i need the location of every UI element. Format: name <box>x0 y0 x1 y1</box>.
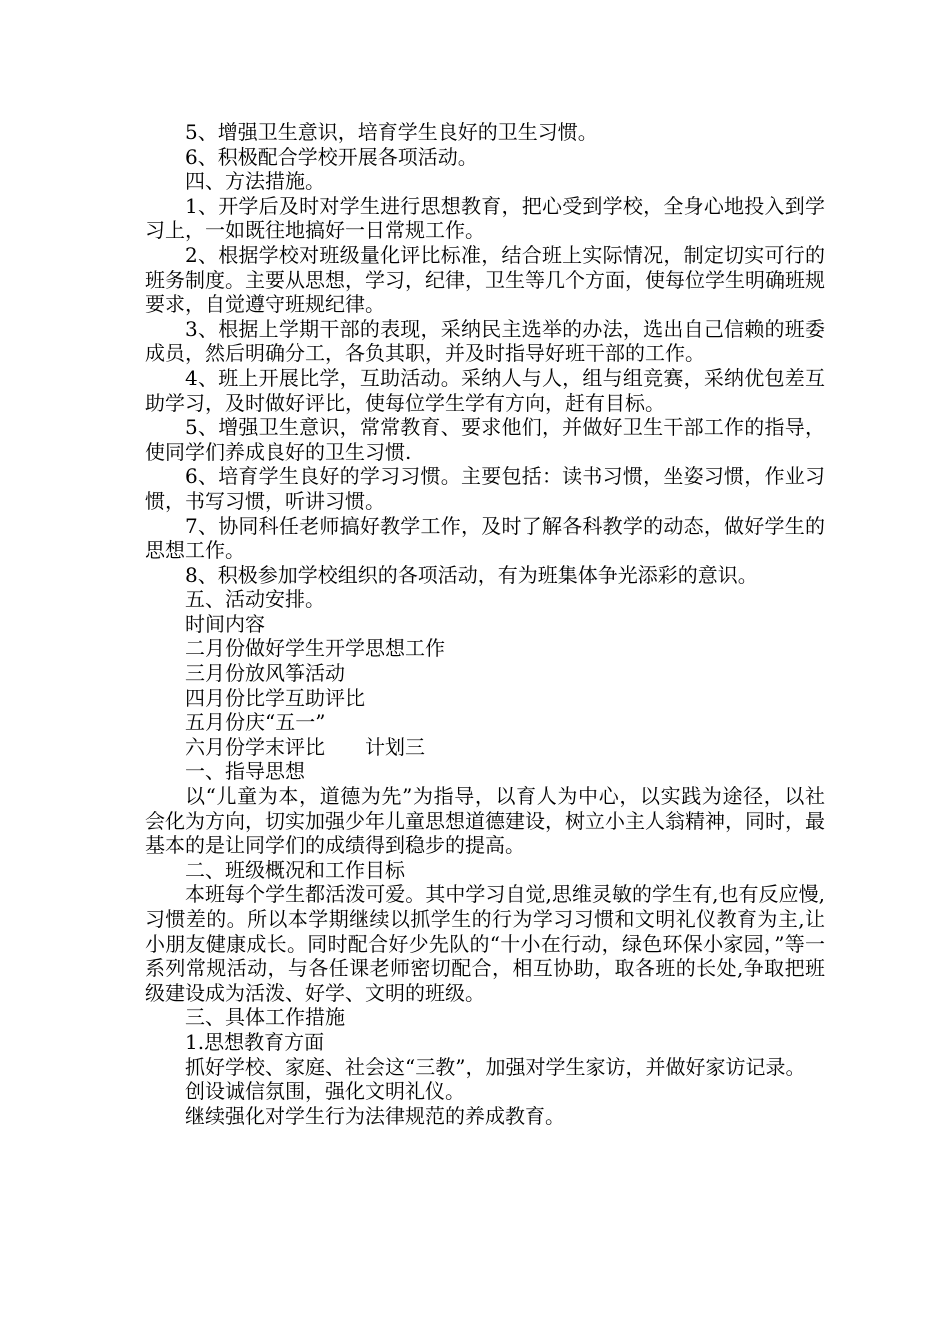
section-heading: 三、具体工作措施 <box>185 1005 345 1030</box>
schedule-item: 二月份做好学生开学思想工作 <box>185 636 445 661</box>
subsection-heading: 1.思想教育方面 <box>185 1029 325 1054</box>
paragraph: 抓好学校、家庭、社会这“三教”，加强对学生家访，并做好家访记录。 <box>185 1054 806 1079</box>
paragraph: 以“儿童为本，道德为先”为指导，以育人为中心，以实践为途径，以社会化为方向，切实加强少年儿童思想道德建设，树立小主人翁精神，同时，最基本的是让同学们的成绩得到稳步的提高。 <box>145 784 825 858</box>
paragraph: 创设诚信氛围，强化文明礼仪。 <box>185 1079 465 1104</box>
paragraph: 继续强化对学生行为法律规范的养成教育。 <box>185 1103 565 1128</box>
schedule-item: 五月份庆“五一” <box>185 710 326 735</box>
section-heading: 五、活动安排。 <box>185 587 325 612</box>
paragraph: 5、增强卫生意识，培育学生良好的卫生习惯。 <box>185 120 598 144</box>
section-heading: 四、方法措施。 <box>185 169 325 194</box>
schedule-item: 四月份比学互助评比 <box>185 685 365 710</box>
paragraph: 6、积极配合学校开展各项活动。 <box>185 144 478 169</box>
schedule-item: 三月份放风筝活动 <box>185 661 345 686</box>
document-body <box>145 120 825 1128</box>
paragraph: 2、根据学校对班级量化评比标准，结合班上实际情况，制定切实可行的班务制度。主要从思想，学习，纪律，卫生等几个方面，使每位学生明确班规要求，自觉遵守班规纪律。 <box>145 242 825 317</box>
paragraph: 本班每个学生都活泼可爱。其中学习自觉,思维灵敏的学生有,也有反应慢,习惯差的。所以本学期继续以抓学生的行为学习习惯和文明礼仪教育为主,让小朋友健康成长。同时配合好少先队的“十小在行动，绿色环保小家园，”等一系列常规活动，与各任课老师密切配合，相互协助，取各班的长处,争取把班级建设成为活泼、好学、文明的班级。 <box>145 882 825 1005</box>
paragraph: 6、培育学生良好的学习习惯。主要包括：读书习惯，坐姿习惯，作业习惯，书写习惯，听讲习惯。 <box>145 464 825 513</box>
schedule-item: 六月份学末评比 计划三 <box>185 734 425 759</box>
paragraph: 5、增强卫生意识，常常教育、要求他们，并做好卫生干部工作的指导，使同学们养成良好的卫生习惯. <box>145 415 825 464</box>
paragraph: 3、根据上学期干部的表现，采纳民主选举的办法，选出自己信赖的班委成员，然后明确分工，各负其职，并及时指导好班干部的工作。 <box>145 316 825 366</box>
paragraph: 8、积极参加学校组织的各项活动，有为班集体争光添彩的意识。 <box>185 562 758 587</box>
paragraph: 4、班上开展比学，互助活动。采纳人与人，组与组竞赛，采纳优包差互助学习，及时做好评比，使每位学生学有方向，赶有目标。 <box>145 365 825 415</box>
section-heading: 一、指导思想 <box>185 759 305 784</box>
schedule-header: 时间内容 <box>185 611 265 636</box>
section-heading: 二、班级概况和工作目标 <box>185 857 405 882</box>
paragraph: 7、协同科任老师搞好教学工作，及时了解各科教学的动态，做好学生的思想工作。 <box>145 513 825 563</box>
paragraph: 1、开学后及时对学生进行思想教育，把心受到学校，全身心地投入到学习上，一如既往地搞好一日常规工作。 <box>145 193 825 243</box>
